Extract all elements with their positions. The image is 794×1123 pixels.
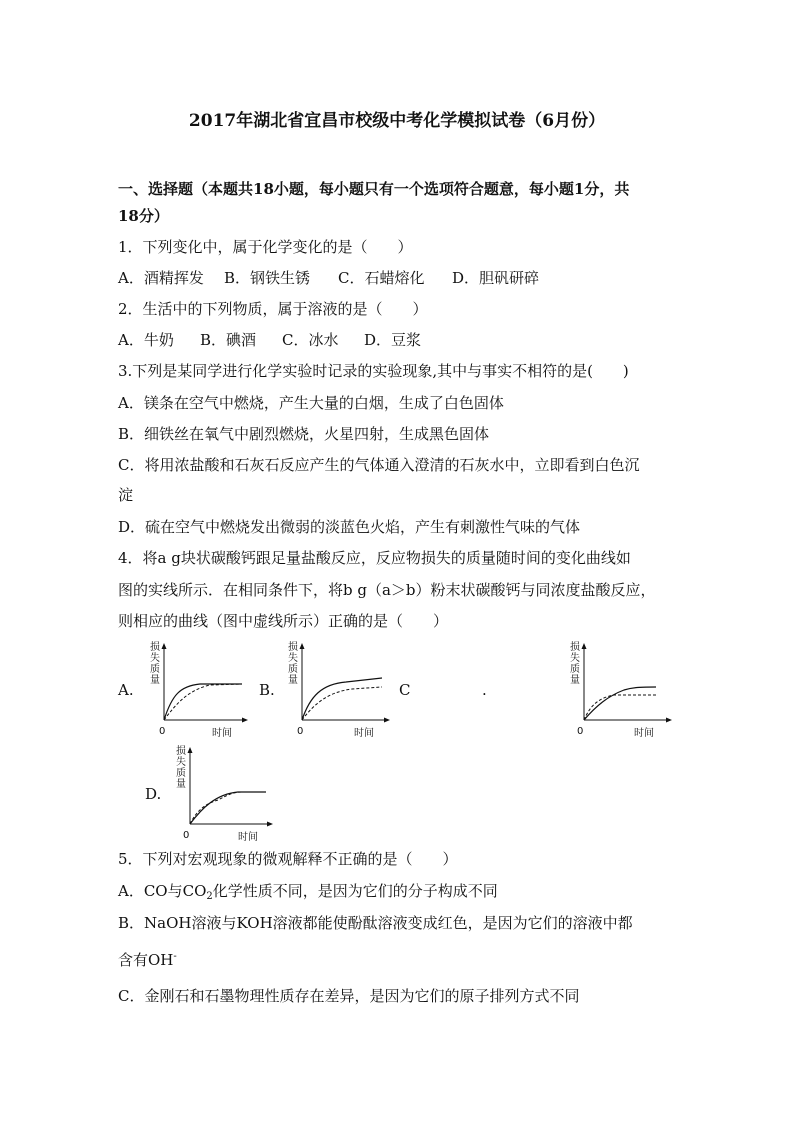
svg-text:量: 量	[150, 675, 160, 686]
q1-option-c: C．石蜡熔化	[338, 269, 425, 287]
x-axis-arrow	[242, 718, 248, 723]
y-axis-label	[288, 640, 298, 686]
q5-stem: 5．下列对宏观现象的微观解释不正确的是（ ）	[118, 850, 458, 868]
y-axis-label	[176, 744, 186, 790]
svg-text:质: 质	[288, 664, 298, 675]
q3-option-c-line1: C．将用浓盐酸和石灰石反应产生的气体通入澄清的石灰水中，立即看到白色沉	[118, 456, 640, 474]
x-axis-label: 时间	[212, 728, 232, 739]
q5-option-a: A．CO与$CO_2$化学性质不同，是因为它们的分子构成不同	[118, 882, 498, 902]
q3-option-a: A．镁条在空气中燃烧，产生大量的白烟，生成了白色固体	[118, 394, 504, 412]
y-axis-arrow	[300, 643, 305, 649]
section-heading-line1: 一、选择题（本题共18小题，每小题只有一个选项符合题意，每小题1分，共	[118, 180, 630, 198]
svg-text:失: 失	[150, 653, 160, 664]
q2-option-a: A．牛奶	[118, 331, 174, 349]
solid-curve	[302, 678, 382, 720]
x-axis-label: 时间	[634, 728, 654, 739]
q5-option-b-line1: B．NaOH溶液与KOH溶液都能使酚酞溶液变成红色，是因为它们的溶液中都	[118, 914, 633, 932]
q3-option-c-line2: 淀	[118, 486, 134, 504]
svg-text:量: 量	[288, 675, 298, 686]
q4-graph-c	[560, 640, 676, 740]
svg-text:损: 损	[570, 642, 580, 653]
q1-stem: 1．下列变化中，属于化学变化的是（ ）	[118, 238, 413, 256]
solid-curve	[190, 792, 266, 824]
solid-curve	[584, 687, 656, 720]
svg-text:质: 质	[176, 768, 186, 779]
q1-option-b: B．钢铁生锈	[224, 269, 311, 287]
dashed-curve	[190, 792, 266, 824]
q4-stem-line2: 图的实线所示．在相同条件下，将b g（a＞b）粉末状碳酸钙与同浓度盐酸反应，	[118, 581, 656, 599]
x-axis-arrow	[384, 718, 390, 723]
svg-text:量: 量	[570, 675, 580, 686]
dashed-curve	[584, 695, 658, 720]
x-axis-label: 时间	[354, 728, 374, 739]
x-axis-label: 时间	[238, 832, 258, 843]
svg-text:量: 量	[176, 779, 186, 790]
svg-text:失: 失	[288, 653, 298, 664]
q2-options	[118, 330, 421, 350]
origin-label: 0	[159, 726, 166, 737]
q4-stem-line3: 则相应的曲线（图中虚线所示）正确的是（ ）	[118, 612, 449, 630]
y-axis-arrow	[162, 643, 167, 649]
q5-option-c: C．金刚石和石墨物理性质存在差异，是因为它们的原子排列方式不同	[118, 987, 580, 1005]
svg-text:损: 损	[288, 642, 298, 653]
dashed-curve	[164, 684, 242, 720]
x-axis-arrow	[666, 718, 672, 723]
y-axis-arrow	[188, 747, 193, 753]
dashed-curve	[302, 687, 382, 720]
svg-text:质: 质	[150, 664, 160, 675]
q1-option-a: A．酒精挥发	[118, 269, 204, 287]
y-axis-arrow	[582, 643, 587, 649]
svg-text:损: 损	[176, 746, 186, 757]
y-axis-label	[570, 640, 580, 686]
q2-stem: 2．生活中的下列物质，属于溶液的是（ ）	[118, 300, 428, 318]
y-axis-label	[150, 640, 160, 686]
q1-option-d: D．胆矾研碎	[452, 269, 540, 287]
q4-option-b-label: B.	[259, 681, 275, 699]
q4-option-c-label: C	[399, 681, 411, 699]
solid-curve	[164, 684, 242, 720]
svg-text:失: 失	[570, 653, 580, 664]
q3-option-d: D．硫在空气中燃烧发出微弱的淡蓝色火焰，产生有刺激性气味的气体	[118, 518, 581, 536]
q5-option-b-line2: 含有OH-	[118, 951, 177, 969]
svg-text:损: 损	[150, 642, 160, 653]
q3-option-b: B．细铁丝在氧气中剧烈燃烧，火星四射，生成黑色固体	[118, 425, 490, 443]
page-title: 2017年湖北省宜昌市校级中考化学模拟试卷（6月份）	[188, 111, 606, 131]
q2-option-c: C．冰水	[282, 331, 339, 349]
section-heading-line2: 18分）	[118, 207, 169, 225]
q4-option-d-label: D.	[145, 785, 162, 803]
svg-text:质: 质	[570, 664, 580, 675]
q4-option-a-label: A.	[118, 681, 134, 699]
q4-option-c-dot: .	[482, 681, 487, 699]
q4-graph-a	[142, 640, 252, 740]
origin-label: 0	[577, 726, 584, 737]
q4-stem-line1: 4．将a g块状碳酸钙跟足量盐酸反应，反应物损失的质量随时间的变化曲线如	[118, 549, 631, 567]
q4-graph-b	[278, 640, 394, 740]
x-axis-arrow	[267, 822, 273, 827]
q2-option-d: D．豆浆	[364, 331, 422, 349]
q4-graph-d	[166, 744, 276, 844]
svg-text:失: 失	[176, 757, 186, 768]
q3-stem: 3.下列是某同学进行化学实验时记录的实验现象,其中与事实不相符的是( )	[118, 362, 629, 380]
origin-label: 0	[183, 830, 190, 841]
origin-label: 0	[297, 726, 304, 737]
q1-options	[118, 268, 539, 288]
q2-option-b: B．碘酒	[200, 331, 257, 349]
